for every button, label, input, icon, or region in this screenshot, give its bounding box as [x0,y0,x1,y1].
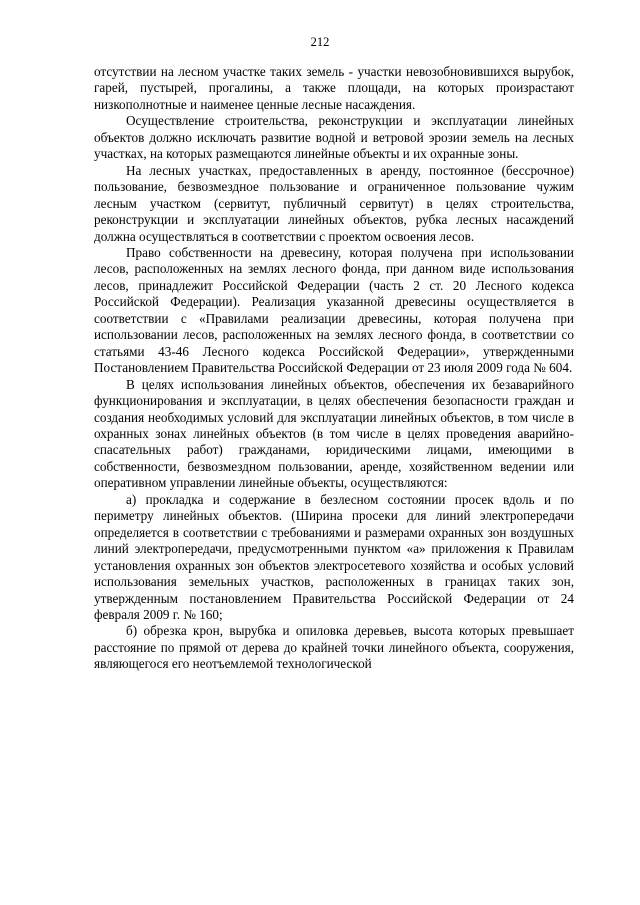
page-number: 212 [310,35,330,49]
paragraph-timber-ownership: Право собственности на древесину, которая получена при использовании лесов, расположенных на землях лесного фонда, при данном виде использования лесов, принадлежит Российской Федерации (часть 2 ст. 20 Лесного кодекса Российской Федерации). Реализация указанной древесины осуществляется в соответствии с «Правилами реализации древесины, которая получена при использовании лесов, расположенных на землях лесного фонда, в соответствии со статьями 43-46 Лесного кодекса Российской Федерации», утвержденными Постановлением Правительства Российской Федерации от 23 июля 2009 года № 604. [94,244,574,376]
paragraph-item-b: б) обрезка крон, вырубка и опиловка деревьев, высота которых превышает расстояние по прямой от дерева до крайней точки линейного объекта, сооружения, являющегося его неотъемлемой технологической [94,623,574,672]
paragraph-erosion: Осуществление строительства, реконструкции и эксплуатации линейных объектов должно исключать развитие водной и ветровой эрозии земель на лесных участках, на которых размещаются линейные объекты и их охранные зоны. [94,113,574,162]
paragraph-continuation: отсутствии на лесном участке таких земель - участки невозобновившихся вырубок, гарей, пустырей, прогалины, а также площади, на которых произрастают низкополнотные и наименее ценные лесные насаждения. [94,64,574,112]
document-body [94,64,574,673]
paragraph-item-a: а) прокладка и содержание в безлесном состоянии просек вдоль и по периметру линейных объектов. (Ширина просеки для линий электропередачи определяется в соответствии с требованиями и размерами охранных зон воздушных линий электропередачи, предусмотренными пунктом «а» приложения к Правилам установления охранных зон объектов электросетевого хозяйства и особых условий использования земельных участков, расположенных в границах таких зон, утвержденным постановлением Правительства Российской Федерации от 24 февраля 2009 г. № 160; [94,491,574,622]
paragraph-leased-plots: На лесных участках, предоставленных в аренду, постоянное (бессрочное) пользование, безвозмездное пользование и ограниченное пользование чужим лесным участком (сервитут, публичный сервитут) в целях строительства, реконструкции и эксплуатации линейных объектов, рубка лесных насаждений должна осуществляться в соответствии с проектом освоения лесов. [94,162,574,244]
paragraph-linear-objects: В целях использования линейных объектов, обеспечения их безаварийного функционирования и эксплуатации, в целях обеспечения безопасности граждан и создания необходимых условий для эксплуатации линейных объектов, в том числе в охранных зонах линейных объектов (в том числе в целях проведения аварийно-спасательных работ) гражданами, юридическими лицами, имеющими в собственности, безвозмездном пользовании, аренде, хозяйственном ведении или оперативном управлении линейные объекты, осуществляются: [94,376,574,491]
